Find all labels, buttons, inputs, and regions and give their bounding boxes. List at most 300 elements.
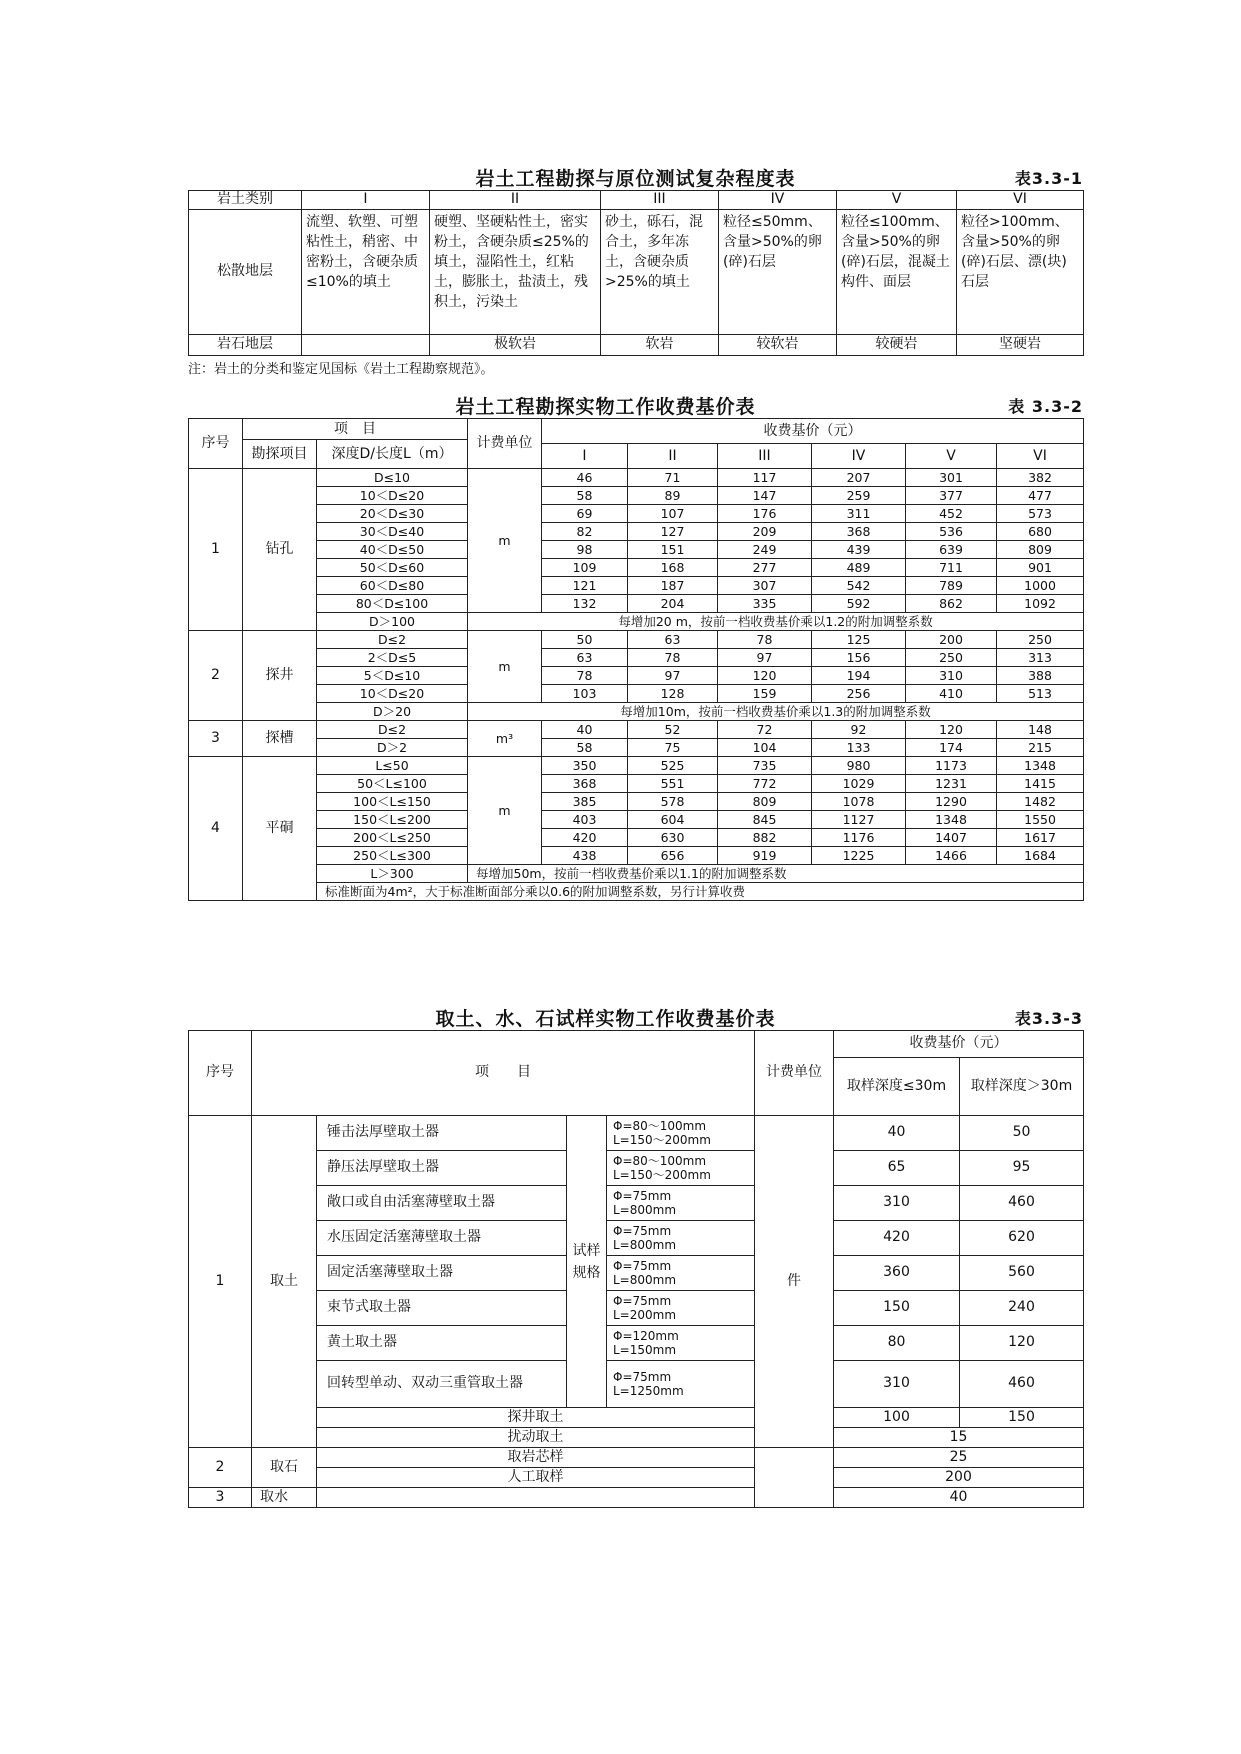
table-cell: 软岩 bbox=[601, 335, 719, 356]
sample-method: 扰动取土 bbox=[317, 1428, 755, 1448]
value-cell: 58 bbox=[542, 739, 628, 757]
value-cell: 578 bbox=[628, 793, 718, 811]
value-cell: 109 bbox=[542, 559, 628, 577]
value-cell: 1617 bbox=[997, 829, 1084, 847]
value-cell: 809 bbox=[997, 541, 1084, 559]
value-cell: 711 bbox=[906, 559, 997, 577]
group-name: 探井 bbox=[243, 631, 317, 721]
value-cell: 78 bbox=[628, 649, 718, 667]
value-cell: 132 bbox=[542, 595, 628, 613]
table-row bbox=[189, 1428, 1084, 1448]
spec-length: L=800mm bbox=[613, 1273, 677, 1287]
table-cell: 较软岩 bbox=[719, 335, 837, 356]
value-cell: 1029 bbox=[812, 775, 906, 793]
group-name: 钻孔 bbox=[243, 469, 317, 631]
value-cell: 46 bbox=[542, 469, 628, 487]
value-cell: 277 bbox=[718, 559, 812, 577]
price-cell: 40 bbox=[834, 1116, 960, 1151]
table-row bbox=[189, 1488, 1084, 1508]
value-cell: 72 bbox=[718, 721, 812, 739]
price-cell: 310 bbox=[834, 1186, 960, 1221]
price-cell: 240 bbox=[960, 1291, 1084, 1326]
table1-block bbox=[188, 160, 1083, 378]
table-cell: 极软岩 bbox=[430, 335, 601, 356]
price-cell: 150 bbox=[960, 1408, 1084, 1428]
value-cell: 147 bbox=[718, 487, 812, 505]
value-cell: 452 bbox=[906, 505, 997, 523]
spec-cell bbox=[607, 1116, 755, 1151]
value-cell: 980 bbox=[812, 757, 906, 775]
value-cell: 368 bbox=[812, 523, 906, 541]
table-cell: 粒径≤50mm、含量>50%的卵(碎)石层 bbox=[719, 210, 837, 335]
range-cell: L≤50 bbox=[317, 757, 468, 775]
group-seq: 3 bbox=[189, 1488, 252, 1508]
value-cell: 250 bbox=[906, 649, 997, 667]
sampler-name: 黄土取土器 bbox=[317, 1326, 567, 1361]
value-cell: 104 bbox=[718, 739, 812, 757]
grade-header: III bbox=[601, 191, 719, 210]
value-cell: 882 bbox=[718, 829, 812, 847]
table-row bbox=[189, 667, 1084, 685]
table2-header-row bbox=[189, 419, 1084, 440]
value-cell: 133 bbox=[812, 739, 906, 757]
unit-cell: m bbox=[468, 757, 542, 865]
range-cell: D＞2 bbox=[317, 739, 468, 757]
sampler-name: 敞口或自由活塞薄壁取土器 bbox=[317, 1186, 567, 1221]
sampler-name: 束节式取土器 bbox=[317, 1291, 567, 1326]
value-cell: 536 bbox=[906, 523, 997, 541]
value-cell: 194 bbox=[812, 667, 906, 685]
range-cell: 2＜D≤5 bbox=[317, 649, 468, 667]
value-cell: 58 bbox=[542, 487, 628, 505]
table-row bbox=[189, 757, 1084, 775]
value-cell: 630 bbox=[628, 829, 718, 847]
value-cell: 735 bbox=[718, 757, 812, 775]
value-cell: 573 bbox=[997, 505, 1084, 523]
spec-cell bbox=[607, 1291, 755, 1326]
table-row bbox=[189, 793, 1084, 811]
range-cell: 50＜L≤100 bbox=[317, 775, 468, 793]
value-cell: 249 bbox=[718, 541, 812, 559]
spec-length: L=150～200mm bbox=[613, 1168, 711, 1182]
seq-header: 序号 bbox=[189, 419, 243, 469]
value-cell: 168 bbox=[628, 559, 718, 577]
value-cell: 901 bbox=[997, 559, 1084, 577]
table3 bbox=[188, 1030, 1084, 1508]
table1-category-label: 岩土类别 bbox=[189, 191, 302, 210]
price-cell: 40 bbox=[834, 1488, 1084, 1508]
value-cell: 1092 bbox=[997, 595, 1084, 613]
depth-header: 深度D/长度L（m） bbox=[317, 440, 468, 469]
range-cell: 250＜L≤300 bbox=[317, 847, 468, 865]
spec-label: 试样规格 bbox=[567, 1116, 607, 1408]
price-cell: 420 bbox=[834, 1221, 960, 1256]
value-cell: 1348 bbox=[906, 811, 997, 829]
unit-header: 计费单位 bbox=[468, 419, 542, 469]
value-cell: 1550 bbox=[997, 811, 1084, 829]
value-cell: 639 bbox=[906, 541, 997, 559]
table3-header bbox=[188, 1000, 1083, 1030]
footer-note: 标准断面为4m²，大于标准断面部分乘以0.6的附加调整系数，另行计算收费 bbox=[317, 883, 1084, 901]
value-cell: 103 bbox=[542, 685, 628, 703]
value-cell: 368 bbox=[542, 775, 628, 793]
value-cell: 385 bbox=[542, 793, 628, 811]
spec-diameter: Φ=80～100mm bbox=[613, 1154, 707, 1168]
spec-cell bbox=[607, 1151, 755, 1186]
value-cell: 121 bbox=[542, 577, 628, 595]
value-cell: 1482 bbox=[997, 793, 1084, 811]
value-cell: 656 bbox=[628, 847, 718, 865]
spec-cell bbox=[607, 1186, 755, 1221]
value-cell: 604 bbox=[628, 811, 718, 829]
value-cell: 97 bbox=[628, 667, 718, 685]
table-row bbox=[189, 1326, 1084, 1361]
range-cell: D＞100 bbox=[317, 613, 468, 631]
value-cell: 204 bbox=[628, 595, 718, 613]
value-cell: 127 bbox=[628, 523, 718, 541]
value-cell: 97 bbox=[718, 649, 812, 667]
table1-number: 表3.3-1 bbox=[1014, 169, 1083, 188]
value-cell: 1466 bbox=[906, 847, 997, 865]
value-cell: 919 bbox=[718, 847, 812, 865]
row-label: 松散地层 bbox=[189, 210, 302, 335]
table-row bbox=[189, 685, 1084, 703]
table2-number: 表 3.3-2 bbox=[1008, 397, 1083, 416]
price-cell: 620 bbox=[960, 1221, 1084, 1256]
value-cell: 98 bbox=[542, 541, 628, 559]
value-cell: 845 bbox=[718, 811, 812, 829]
value-cell: 377 bbox=[906, 487, 997, 505]
table-row bbox=[189, 523, 1084, 541]
table1-loose-row bbox=[189, 210, 1084, 335]
spec-length: L=800mm bbox=[613, 1238, 677, 1252]
table-row bbox=[189, 739, 1084, 757]
value-cell: 1078 bbox=[812, 793, 906, 811]
table3-number: 表3.3-3 bbox=[1014, 1009, 1083, 1028]
price-cell: 100 bbox=[834, 1408, 960, 1428]
table-row bbox=[189, 775, 1084, 793]
spec-length: L=150mm bbox=[613, 1343, 677, 1357]
value-cell: 250 bbox=[997, 631, 1084, 649]
value-cell: 307 bbox=[718, 577, 812, 595]
range-cell: 10＜D≤20 bbox=[317, 487, 468, 505]
grade-header: IV bbox=[719, 191, 837, 210]
table-row bbox=[189, 865, 1084, 883]
table1-header bbox=[188, 160, 1083, 190]
value-cell: 680 bbox=[997, 523, 1084, 541]
sampler-name: 水压固定活塞薄壁取土器 bbox=[317, 1221, 567, 1256]
value-cell: 207 bbox=[812, 469, 906, 487]
table-row bbox=[189, 1448, 1084, 1468]
spec-cell bbox=[607, 1256, 755, 1291]
group-seq: 2 bbox=[189, 631, 243, 721]
seq-header: 序号 bbox=[189, 1031, 252, 1116]
table-cell: 粒径>100mm、含量>50%的卵(碎)石层、漂(块)石层 bbox=[957, 210, 1084, 335]
value-cell: 542 bbox=[812, 577, 906, 595]
value-cell: 403 bbox=[542, 811, 628, 829]
table2-header bbox=[188, 388, 1083, 418]
value-cell: 410 bbox=[906, 685, 997, 703]
table1-note: 注：岩土的分类和鉴定见国标《岩土工程勘察规范》。 bbox=[188, 362, 494, 377]
value-cell: 209 bbox=[718, 523, 812, 541]
value-cell: 151 bbox=[628, 541, 718, 559]
range-cell: 5＜D≤10 bbox=[317, 667, 468, 685]
table-row bbox=[189, 559, 1084, 577]
group-name: 取石 bbox=[252, 1448, 317, 1488]
range-cell: 20＜D≤30 bbox=[317, 505, 468, 523]
group-name: 探槽 bbox=[243, 721, 317, 757]
table-row bbox=[189, 1151, 1084, 1186]
table-row bbox=[189, 469, 1084, 487]
value-cell: 176 bbox=[718, 505, 812, 523]
value-cell: 313 bbox=[997, 649, 1084, 667]
value-cell: 1231 bbox=[906, 775, 997, 793]
value-cell: 350 bbox=[542, 757, 628, 775]
price-cell: 560 bbox=[960, 1256, 1084, 1291]
sample-method: 取岩芯样 bbox=[317, 1448, 755, 1468]
table3-block bbox=[188, 1000, 1083, 1508]
price-cell: 310 bbox=[834, 1361, 960, 1408]
table-row bbox=[189, 883, 1084, 901]
group-name: 取土 bbox=[252, 1116, 317, 1448]
value-cell: 420 bbox=[542, 829, 628, 847]
value-cell: 78 bbox=[542, 667, 628, 685]
table2-block bbox=[188, 388, 1083, 901]
value-cell: 63 bbox=[628, 631, 718, 649]
spec-cell bbox=[607, 1361, 755, 1408]
sample-method: 人工取样 bbox=[317, 1468, 755, 1488]
extra-note: 每增加50m，按前一档收费基价乘以1.1的附加调整系数 bbox=[468, 865, 1084, 883]
price-cell: 460 bbox=[960, 1186, 1084, 1221]
value-cell: 1407 bbox=[906, 829, 997, 847]
value-cell: 82 bbox=[542, 523, 628, 541]
value-cell: 215 bbox=[997, 739, 1084, 757]
range-cell: 200＜L≤250 bbox=[317, 829, 468, 847]
unit-cell: 件 bbox=[755, 1116, 834, 1448]
value-cell: 78 bbox=[718, 631, 812, 649]
value-cell: 125 bbox=[812, 631, 906, 649]
value-cell: 89 bbox=[628, 487, 718, 505]
value-cell: 63 bbox=[542, 649, 628, 667]
spec-diameter: Φ=75mm bbox=[613, 1259, 672, 1273]
grade-header: II bbox=[430, 191, 601, 210]
depth-header: 取样深度＞30m bbox=[960, 1058, 1084, 1116]
value-cell: 1415 bbox=[997, 775, 1084, 793]
value-cell: 789 bbox=[906, 577, 997, 595]
price-cell: 25 bbox=[834, 1448, 1084, 1468]
price-cell: 150 bbox=[834, 1291, 960, 1326]
value-cell: 809 bbox=[718, 793, 812, 811]
spec-diameter: Φ=75mm bbox=[613, 1224, 672, 1238]
group-name: 平硐 bbox=[243, 757, 317, 901]
table3-title: 取土、水、石试样实物工作收费基价表 bbox=[435, 1008, 776, 1030]
value-cell: 259 bbox=[812, 487, 906, 505]
table-cell: 较硬岩 bbox=[837, 335, 957, 356]
value-cell: 1000 bbox=[997, 577, 1084, 595]
group-seq: 1 bbox=[189, 469, 243, 631]
value-cell: 592 bbox=[812, 595, 906, 613]
sampler-name: 固定活塞薄壁取土器 bbox=[317, 1256, 567, 1291]
value-cell: 388 bbox=[997, 667, 1084, 685]
table-row bbox=[189, 1186, 1084, 1221]
range-cell: L＞300 bbox=[317, 865, 468, 883]
extra-note: 每增加10m，按前一档收费基价乘以1.3的附加调整系数 bbox=[468, 703, 1084, 721]
value-cell: 92 bbox=[812, 721, 906, 739]
value-cell: 107 bbox=[628, 505, 718, 523]
value-cell: 69 bbox=[542, 505, 628, 523]
table-row bbox=[189, 721, 1084, 739]
grade-header: VI bbox=[997, 444, 1084, 469]
grade-header: II bbox=[628, 444, 718, 469]
table-row bbox=[189, 847, 1084, 865]
spec-length: L=800mm bbox=[613, 1203, 677, 1217]
spec-cell bbox=[607, 1221, 755, 1256]
value-cell: 1173 bbox=[906, 757, 997, 775]
group-seq: 4 bbox=[189, 757, 243, 901]
spec-diameter: Φ=75mm bbox=[613, 1189, 672, 1203]
grade-header: V bbox=[906, 444, 997, 469]
range-cell: 30＜D≤40 bbox=[317, 523, 468, 541]
value-cell: 311 bbox=[812, 505, 906, 523]
range-cell: D≤10 bbox=[317, 469, 468, 487]
item-header: 项 目 bbox=[252, 1031, 755, 1116]
item-header: 项 目 bbox=[243, 419, 468, 440]
sampler-name: 静压法厚壁取土器 bbox=[317, 1151, 567, 1186]
spec-cell bbox=[607, 1326, 755, 1361]
grade-header: V bbox=[837, 191, 957, 210]
group-seq: 2 bbox=[189, 1448, 252, 1488]
price-cell: 50 bbox=[960, 1116, 1084, 1151]
range-cell: 80＜D≤100 bbox=[317, 595, 468, 613]
table-cell: 砂土，砾石，混合土，多年冻土，含硬杂质>25%的填土 bbox=[601, 210, 719, 335]
table-row bbox=[189, 1408, 1084, 1428]
value-cell: 52 bbox=[628, 721, 718, 739]
range-cell: 60＜D≤80 bbox=[317, 577, 468, 595]
value-cell: 156 bbox=[812, 649, 906, 667]
value-cell: 187 bbox=[628, 577, 718, 595]
value-cell: 438 bbox=[542, 847, 628, 865]
unit-header: 计费单位 bbox=[755, 1031, 834, 1116]
extra-note: 每增加20 m，按前一档收费基价乘以1.2的附加调整系数 bbox=[468, 613, 1084, 631]
table1-title: 岩土工程勘探与原位测试复杂程度表 bbox=[475, 168, 796, 190]
range-cell: 50＜D≤60 bbox=[317, 559, 468, 577]
value-cell: 117 bbox=[718, 469, 812, 487]
table-row bbox=[189, 1361, 1084, 1408]
row-label: 岩石地层 bbox=[189, 335, 302, 356]
value-cell: 128 bbox=[628, 685, 718, 703]
value-cell: 439 bbox=[812, 541, 906, 559]
value-cell: 1290 bbox=[906, 793, 997, 811]
empty-cell bbox=[317, 1488, 755, 1508]
price-cell: 65 bbox=[834, 1151, 960, 1186]
price-header: 收费基价（元） bbox=[834, 1031, 1084, 1058]
value-cell: 513 bbox=[997, 685, 1084, 703]
table-cell: 硬塑、坚硬粘性土，密实粉土，含硬杂质≤25%的填土，湿陷性土，红粘土，膨胀土，盐渍土，残积土，污染土 bbox=[430, 210, 601, 335]
grade-header: VI bbox=[957, 191, 1084, 210]
value-cell: 1176 bbox=[812, 829, 906, 847]
table-row bbox=[189, 487, 1084, 505]
table-row bbox=[189, 631, 1084, 649]
table-row bbox=[189, 1468, 1084, 1488]
table-row bbox=[189, 541, 1084, 559]
item-name-header: 勘探项目 bbox=[243, 440, 317, 469]
table-cell: 坚硬岩 bbox=[957, 335, 1084, 356]
value-cell: 256 bbox=[812, 685, 906, 703]
table-row bbox=[189, 1116, 1084, 1151]
table-cell: 流塑、软塑、可塑粘性土，稍密、中密粉土，含硬杂质≤10%的填土 bbox=[302, 210, 430, 335]
unit-cell: m bbox=[468, 469, 542, 613]
range-cell: 100＜L≤150 bbox=[317, 793, 468, 811]
range-cell: 40＜D≤50 bbox=[317, 541, 468, 559]
value-cell: 477 bbox=[997, 487, 1084, 505]
value-cell: 159 bbox=[718, 685, 812, 703]
value-cell: 200 bbox=[906, 631, 997, 649]
table2-title: 岩土工程勘探实物工作收费基价表 bbox=[455, 396, 756, 418]
table-row bbox=[189, 1221, 1084, 1256]
depth-header: 取样深度≤30m bbox=[834, 1058, 960, 1116]
value-cell: 1684 bbox=[997, 847, 1084, 865]
spec-diameter: Φ=120mm bbox=[613, 1329, 679, 1343]
empty-unit-cell bbox=[755, 1448, 834, 1508]
table-row bbox=[189, 1291, 1084, 1326]
table-row bbox=[189, 505, 1084, 523]
price-cell: 95 bbox=[960, 1151, 1084, 1186]
range-cell: 150＜L≤200 bbox=[317, 811, 468, 829]
table-cell: 粒径≤100mm、含量>50%的卵(碎)石层，混凝土构件、面层 bbox=[837, 210, 957, 335]
spec-diameter: Φ=75mm bbox=[613, 1370, 672, 1384]
spec-length: L=1250mm bbox=[613, 1384, 684, 1398]
spec-diameter: Φ=80～100mm bbox=[613, 1119, 707, 1133]
table1 bbox=[188, 190, 1084, 356]
value-cell: 310 bbox=[906, 667, 997, 685]
value-cell: 75 bbox=[628, 739, 718, 757]
price-cell: 200 bbox=[834, 1468, 1084, 1488]
grade-header: I bbox=[302, 191, 430, 210]
table-row bbox=[189, 613, 1084, 631]
range-cell: 10＜D≤20 bbox=[317, 685, 468, 703]
table-row bbox=[189, 1256, 1084, 1291]
value-cell: 772 bbox=[718, 775, 812, 793]
value-cell: 1225 bbox=[812, 847, 906, 865]
table-cell bbox=[302, 335, 430, 356]
range-cell: D≤2 bbox=[317, 721, 468, 739]
value-cell: 1348 bbox=[997, 757, 1084, 775]
grade-header: I bbox=[542, 444, 628, 469]
price-cell: 120 bbox=[960, 1326, 1084, 1361]
value-cell: 148 bbox=[997, 721, 1084, 739]
table2 bbox=[188, 418, 1084, 901]
group-name: 取水 bbox=[252, 1488, 317, 1508]
grade-header: IV bbox=[812, 444, 906, 469]
group-seq: 3 bbox=[189, 721, 243, 757]
unit-cell: m bbox=[468, 631, 542, 703]
price-header: 收费基价（元） bbox=[542, 419, 1084, 444]
range-cell: D≤2 bbox=[317, 631, 468, 649]
spec-length: L=200mm bbox=[613, 1308, 677, 1322]
spec-length: L=150～200mm bbox=[613, 1133, 711, 1147]
grade-header: III bbox=[718, 444, 812, 469]
value-cell: 50 bbox=[542, 631, 628, 649]
sample-method: 探井取土 bbox=[317, 1408, 755, 1428]
table1-rock-row bbox=[189, 335, 1084, 356]
table-row bbox=[189, 595, 1084, 613]
table-row bbox=[189, 811, 1084, 829]
value-cell: 489 bbox=[812, 559, 906, 577]
value-cell: 525 bbox=[628, 757, 718, 775]
price-cell: 15 bbox=[834, 1428, 1084, 1448]
table-row bbox=[189, 703, 1084, 721]
group-seq: 1 bbox=[189, 1116, 252, 1448]
